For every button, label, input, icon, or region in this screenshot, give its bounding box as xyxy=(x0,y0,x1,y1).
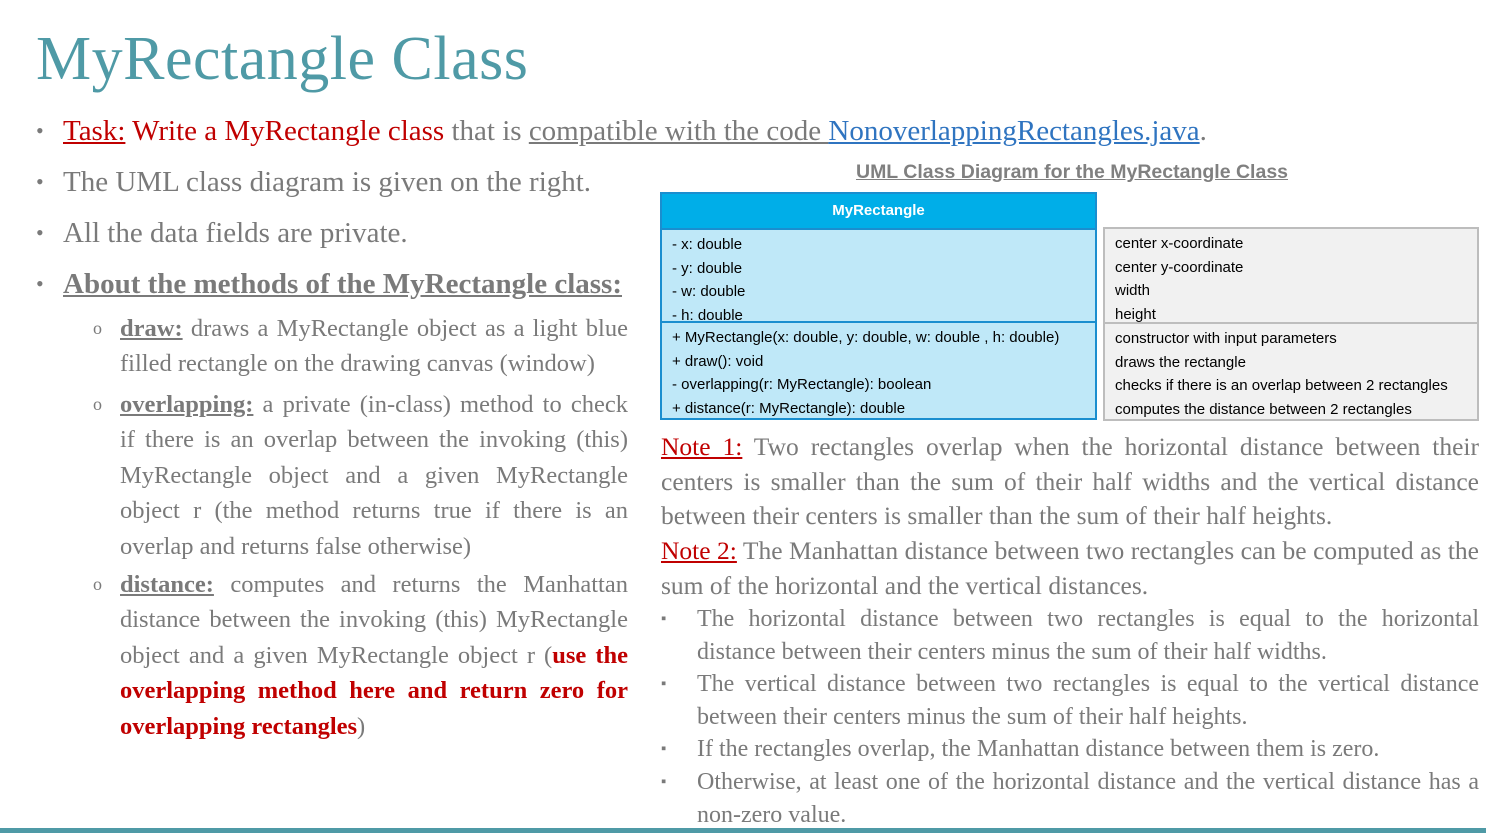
uml-fields xyxy=(662,230,1095,323)
note-2-text: The Manhattan distance between two rectangles can be computed as the sum of the horizontal and the vertical distances. xyxy=(661,536,1479,600)
method-distance xyxy=(93,567,628,744)
uml-field-note: center x-coordinate xyxy=(1115,235,1244,252)
distance-red-text: use the overlapping method here and return zero for overlapping rectangles xyxy=(120,641,628,740)
uml-field-note: width xyxy=(1115,282,1151,300)
note-1-label: Note 1: xyxy=(661,432,743,461)
uml-method: + distance(r: MyRectangle): double xyxy=(672,399,906,417)
method-overlapping xyxy=(93,387,628,564)
square-marker-icon: ▪ xyxy=(661,676,667,692)
square-marker-icon: ▪ xyxy=(661,611,667,627)
uml-method-notes xyxy=(1105,324,1477,419)
square-marker-icon: ▪ xyxy=(661,774,667,790)
uml-field-notes xyxy=(1105,229,1477,324)
uml-method: + MyRectangle(x: double, y: double, w: double , h: double) xyxy=(672,329,1060,346)
note-1-text: Two rectangles overlap when the horizontal distance between their centers is smaller than the sum of their half widths and the vertical distance between their centers is smaller than the sum of their half heights. xyxy=(661,432,1480,530)
uml-notes-box xyxy=(1103,227,1479,421)
task-text: Write a MyRectangle class xyxy=(132,115,445,147)
note-point xyxy=(661,668,1479,733)
note-2 xyxy=(661,534,1479,603)
uml-method: + draw(): void xyxy=(672,352,764,370)
uml-method-note: draws the rectangle xyxy=(1115,353,1246,371)
draw-label: draw: xyxy=(120,315,183,342)
task-label: Task: xyxy=(63,115,126,147)
uml-heading: UML Class Diagram for the MyRectangle Class xyxy=(855,161,1289,183)
bullet-uml-given xyxy=(36,164,592,200)
uml-field: - y: double xyxy=(672,259,743,277)
note-point-text: Otherwise, at least one of the horizontal distance and the vertical distance has a non-zero value. xyxy=(697,769,1479,828)
uml-field: - x: double xyxy=(672,236,743,253)
method-draw xyxy=(93,311,628,382)
note-point xyxy=(661,733,1479,766)
about-text: About the methods of the MyRectangle class: xyxy=(63,268,622,300)
code-link[interactable]: NonoverlappingRectangles.java xyxy=(828,115,1200,147)
uml-field: - h: double xyxy=(672,306,743,324)
uml-method: - overlapping(r: MyRectangle): boolean xyxy=(672,376,932,394)
distance-end: ) xyxy=(357,712,366,740)
note-point-text: The horizontal distance between two rectangles is equal to the horizontal distance between their centers minus the sum of their half widths. xyxy=(697,606,1479,665)
distance-label: distance: xyxy=(120,571,214,598)
uml-methods xyxy=(662,323,1095,418)
overlap-text: a private (in-class) method to check if there is an overlap between the invoking (this) MyRectangle object and a given MyRectangle object r (the method returns true if there is an overlap and returns false otherwise) xyxy=(120,391,628,560)
circle-marker-icon: o xyxy=(93,574,102,594)
uml-field: - w: double xyxy=(672,283,746,301)
overlap-label: overlapping: xyxy=(120,391,254,418)
task-compat: compatible with the code xyxy=(528,115,829,147)
task-mid: that is xyxy=(444,115,529,147)
circle-marker-icon: o xyxy=(93,318,102,338)
bullet-dot-icon: • xyxy=(36,220,44,245)
bullet-dot-icon: • xyxy=(36,271,44,296)
slide-title: MyRectangle Class xyxy=(36,25,529,93)
note-point-text: If the rectangles overlap, the Manhattan distance between them is zero. xyxy=(697,736,1380,762)
uml-method-note: computes the distance between 2 rectangles xyxy=(1115,400,1412,418)
bullet-dot-icon: • xyxy=(36,118,44,143)
private-text: All the data fields are private. xyxy=(63,217,408,249)
draw-text: draws a MyRectangle object as a light blue filled rectangle on the drawing canvas (window) xyxy=(120,315,628,378)
uml-given-text: The UML class diagram is given on the right. xyxy=(63,166,592,198)
uml-method-note: checks if there is an overlap between 2 rectangles xyxy=(1115,377,1448,395)
note-point xyxy=(661,603,1479,668)
note-point xyxy=(661,766,1479,831)
uml-method-note: constructor with input parameters xyxy=(1115,330,1337,347)
note-2-label: Note 2: xyxy=(661,536,737,565)
bullet-task xyxy=(36,113,1207,149)
uml-field-note: height xyxy=(1115,305,1156,323)
bullet-about xyxy=(36,266,622,302)
uml-class-name: MyRectangle xyxy=(662,194,1095,230)
square-marker-icon: ▪ xyxy=(661,741,667,757)
task-end: . xyxy=(1199,115,1207,147)
note-1 xyxy=(661,430,1479,534)
footer-bar xyxy=(0,828,1486,833)
bullet-private xyxy=(36,215,408,251)
circle-marker-icon: o xyxy=(93,394,102,414)
distance-text: computes and returns the Manhattan distance between the invoking (this) MyRectangle object and a given MyRectangle object r ( xyxy=(120,571,628,669)
uml-field-note: center y-coordinate xyxy=(1115,258,1244,276)
note-point-text: The vertical distance between two rectangles is equal to the vertical distance between their centers minus the sum of their half heights. xyxy=(697,671,1479,730)
bullet-dot-icon: • xyxy=(36,169,44,194)
uml-class-box xyxy=(660,192,1097,420)
